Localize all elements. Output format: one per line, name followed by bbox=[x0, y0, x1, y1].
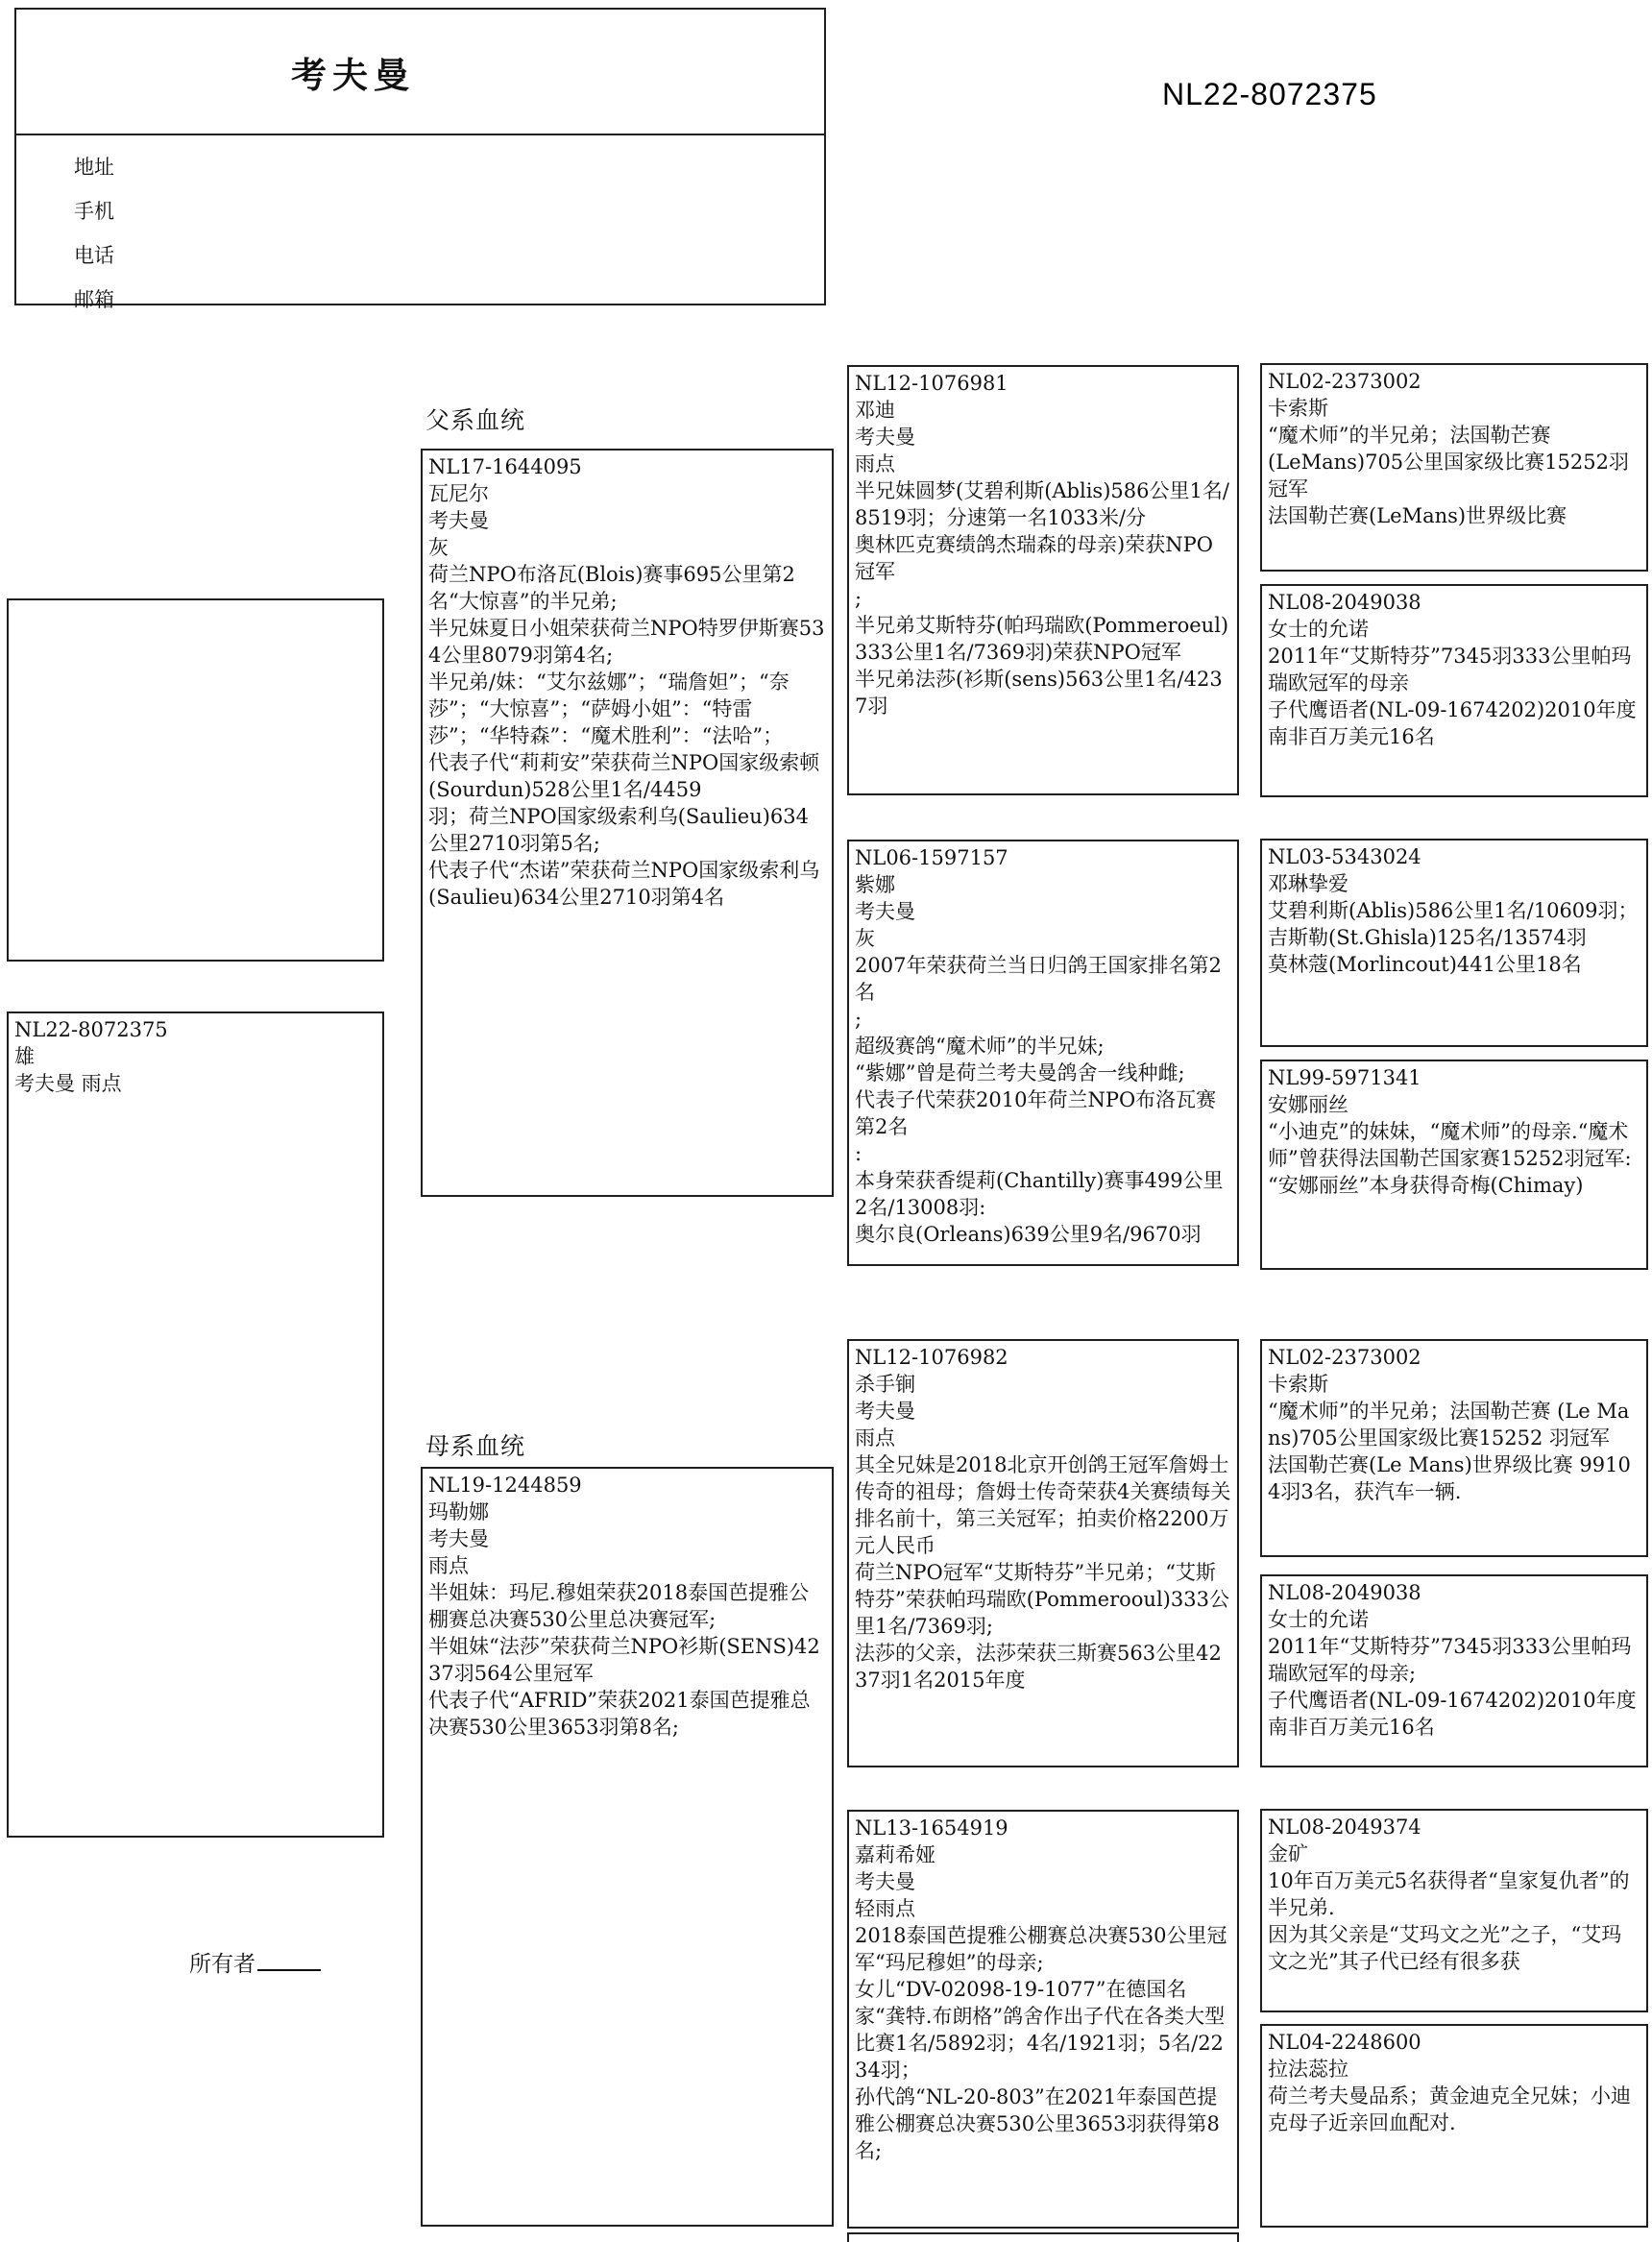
dam-sire-dam-box bbox=[1260, 1574, 1648, 1767]
dam-dam-dam-text: NL04-2248600 拉法蕊拉 荷兰考夫曼品系；黄金迪克全兄妹；小迪克母子近亲回血配对. bbox=[1268, 2031, 1631, 2134]
sire-sire-sire-box bbox=[1260, 363, 1648, 572]
sire-box bbox=[421, 449, 834, 1197]
loft-title-row bbox=[16, 10, 824, 135]
loft-name: 考夫曼 bbox=[291, 53, 415, 96]
dam-sire-sire-text: NL02-2373002 卡索斯 “魔术师”的半兄弟；法国勒芒赛 (Le Mans)705公里国家级比赛15252 羽冠军 法国勒芒赛(Le Mans)世界级比赛 99104羽3名，获汽车一辆. bbox=[1268, 1346, 1631, 1503]
sire-dam-sire-text: NL03-5343024 邓琳挚爱 艾碧利斯(Ablis)586公里1名/10609羽； 吉斯勒(St.Ghisla)125名/13574羽 莫林蔻(Morlincout)441公里18名 bbox=[1268, 845, 1639, 976]
sire-dam-sire-box bbox=[1260, 839, 1648, 1047]
dam-box bbox=[421, 1467, 834, 2227]
ring-number-heading: NL22-8072375 bbox=[1162, 77, 1377, 111]
sire-sire-text: NL12-1076981 邓迪 考夫曼 雨点 半兄妹圆梦(艾碧利斯(Ablis)586公里1名/8519羽；分速第一名1033米/分 奥林匹克赛绩鸽杰瑞森的母亲)荣获NPO冠军 ; 半兄弟艾斯特芬(帕玛瑞欧(Pommeroeul)333公里1名/7369羽)荣获NPO冠军 半兄弟法莎(衫斯(sens)563公里1名/4237羽 bbox=[855, 372, 1229, 718]
owner-blank-underline bbox=[257, 1950, 321, 1971]
dam-sire-box bbox=[847, 1339, 1239, 1767]
partial-box-fragment bbox=[847, 2232, 1239, 2242]
dam-dam-dam-box bbox=[1260, 2024, 1648, 2228]
sire-sire-dam-box bbox=[1260, 584, 1648, 797]
sire-dam-dam-text: NL99-5971341 安娜丽丝 “小迪克”的妹妹，“魔术师”的母亲.“魔术师”曾获得法国勒芒国家赛15252羽冠军: “安娜丽丝”本身获得奇梅(Chimay) bbox=[1268, 1066, 1632, 1197]
sire-dam-text: NL06-1597157 紫娜 考夫曼 灰 2007年荣获荷兰当日归鸽王国家排名第2名 ; 超级赛鸽“魔术师”的半兄妹; “紫娜”曾是荷兰考夫曼鸽舍一线种雌; 代表子代荣获2010年荷兰NPO布洛瓦赛第2名 : 本身荣获香缇莉(Chantilly)赛事499公里2名/13008羽: 奥尔良(Orleans)639公里9名/9670羽 bbox=[855, 846, 1224, 1246]
contact-field-phone: 电话 bbox=[74, 244, 114, 267]
paternal-section-label: 父系血统 bbox=[425, 406, 526, 434]
dam-dam-sire-text: NL08-2049374 金矿 10年百万美元5名获得者“皇家复仇者”的半兄弟. 因为其父亲是“艾玛文之光”之子，“艾玛文之光”其子代已经有很多获 bbox=[1268, 1816, 1630, 1973]
sire-dam-dam-box bbox=[1260, 1060, 1648, 1270]
dam-text: NL19-1244859 玛勒娜 考夫曼 雨点 半姐妹：玛尼.穆姐荣获2018泰国芭提雅公棚赛总决赛530公里总决赛冠军; 半姐妹“法莎”荣获荷兰NPO衫斯(SENS)4237羽564公里冠军 代表子代“AFRID”荣获2021泰国芭提雅总决赛530公里3653羽第8名; bbox=[428, 1474, 820, 1739]
sire-text: NL17-1644095 瓦尼尔 考夫曼 灰 荷兰NPO布洛瓦(Blois)赛事695公里第2名“大惊喜”的半兄弟; 半兄妹夏日小姐荣获荷兰NPO特罗伊斯赛534公里8079羽第4名; 半兄弟/妹：“艾尔兹娜”；“瑞詹妲”；“奈莎”；“大惊喜”；“萨姆小姐”：“特雷莎”；“华特森”：“魔术胜利”：“法哈”； 代表子代“莉莉安”荣获荷兰NPO国家级索顿(Sourdun)528公里1名/4459 羽；荷兰NPO国家级索利乌(Saulieu)634公里2710羽第5名; 代表子代“杰诺”荣获荷兰NPO国家级索利乌(Saulieu)634公里2710羽第4名 bbox=[428, 455, 825, 909]
owner-line bbox=[189, 1946, 321, 1978]
dam-dam-box bbox=[847, 1810, 1239, 2229]
sire-sire-dam-text: NL08-2049038 女士的允诺 2011年“艾斯特芬”7345羽333公里帕玛瑞欧冠军的母亲 子代鹰语者(NL-09-1674202)2010年度南非百万美元16名 bbox=[1268, 591, 1637, 748]
loft-header-card bbox=[14, 8, 826, 311]
subject-pigeon-text: NL22-8072375 雄 考夫曼 雨点 bbox=[14, 1018, 168, 1095]
contact-field-mobile: 手机 bbox=[74, 200, 114, 223]
owner-label: 所有者 bbox=[189, 1952, 255, 1977]
dam-dam-sire-box bbox=[1260, 1809, 1648, 2012]
dam-sire-dam-text: NL08-2049038 女士的允诺 2011年“艾斯特芬”7345羽333公里帕玛瑞欧冠军的母亲; 子代鹰语者(NL-09-1674202)2010年度南非百万美元16名 bbox=[1268, 1581, 1637, 1739]
pigeon-photo-placeholder bbox=[7, 598, 384, 962]
sire-sire-sire-text: NL02-2373002 卡索斯 “魔术师”的半兄弟；法国勒芒赛 (LeMans)705公里国家级比赛15252羽冠军 法国勒芒赛(LeMans)世界级比赛 bbox=[1268, 370, 1629, 527]
contact-field-address: 地址 bbox=[74, 156, 114, 179]
contact-field-list bbox=[16, 135, 824, 322]
contact-field-email: 邮箱 bbox=[74, 288, 114, 311]
maternal-section-label: 母系血统 bbox=[425, 1432, 526, 1460]
dam-sire-text: NL12-1076982 杀手锏 考夫曼 雨点 其全兄妹是2018北京开创鸽王冠军詹姆士传奇的祖母；詹姆士传奇荣获4关赛绩每关排名前十，第三关冠军；拍卖价格2200万元人民币 荷兰NPO冠军“艾斯特芬”半兄弟；“艾斯特芬”荣获帕玛瑞欧(Pommerooul)333公里1名/7369羽; 法莎的父亲，法莎荣获三斯赛563公里4237羽1名2015年度 bbox=[855, 1346, 1231, 1692]
sire-sire-box bbox=[847, 365, 1239, 795]
dam-dam-text: NL13-1654919 嘉莉希娅 考夫曼 轻雨点 2018泰国芭提雅公棚赛总决赛530公里冠军“玛尼穆妲”的母亲; 女儿“DV-02098-19-1077”在德国名家“龚特.布朗格”鸽舍作出子代在各类大型比赛1名/5892羽；4名/1921羽；5名/2234羽； 孙代鸽“NL-20-803”在2021年泰国芭提雅公棚赛总决赛530公里3653羽获得第8名; bbox=[855, 1816, 1227, 2162]
dam-sire-sire-box bbox=[1260, 1339, 1648, 1557]
subject-pigeon-box bbox=[7, 1011, 384, 1838]
sire-dam-box bbox=[847, 840, 1239, 1266]
